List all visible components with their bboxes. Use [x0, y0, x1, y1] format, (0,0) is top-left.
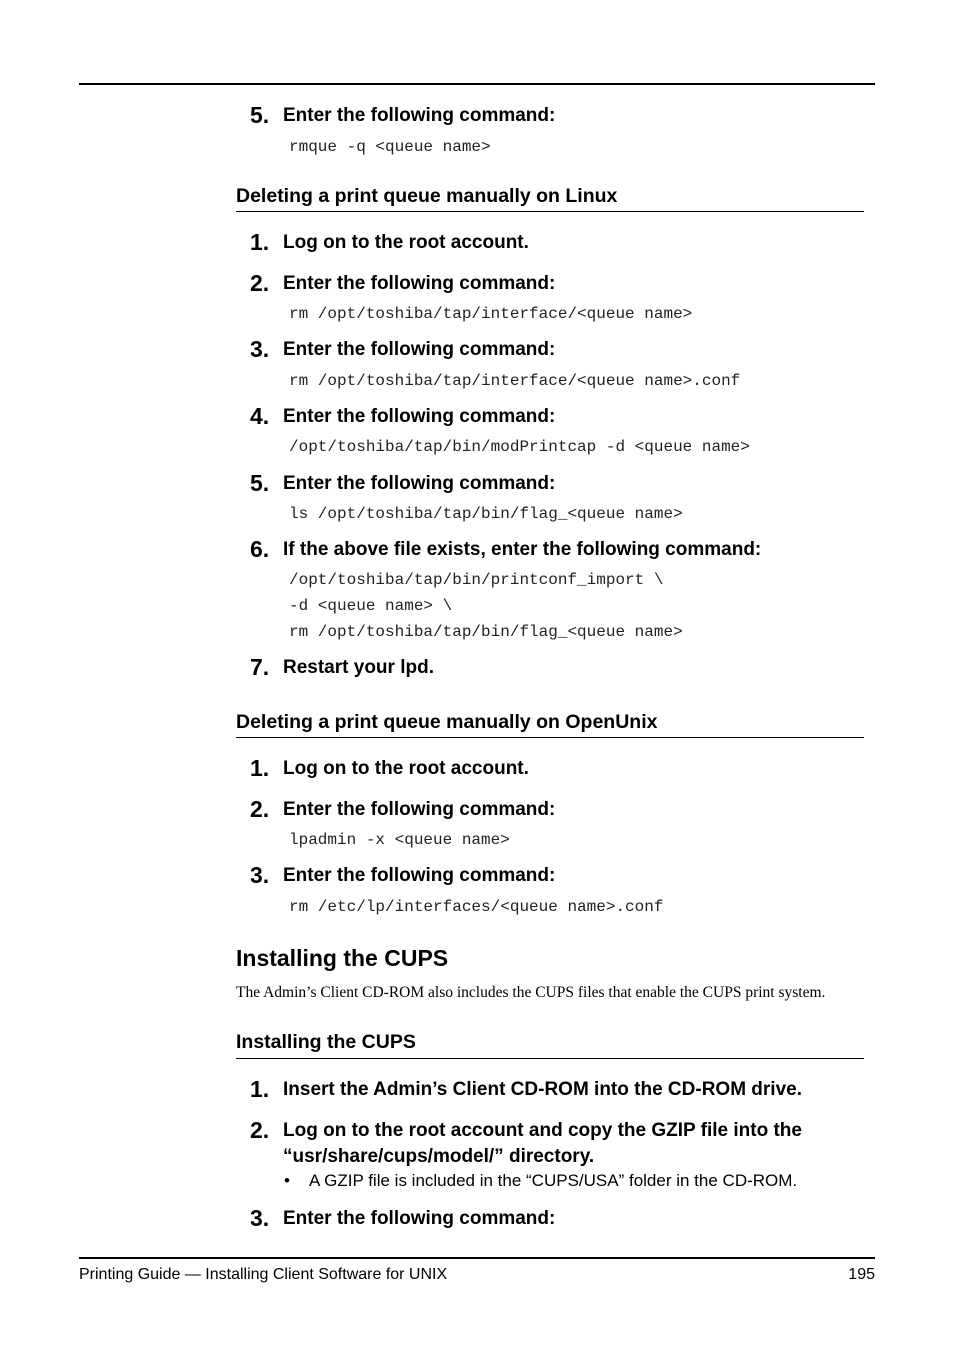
- command-code-line: -d <queue name> \: [289, 597, 453, 615]
- step-text: Enter the following command:: [283, 105, 556, 126]
- command-code: rm /opt/toshiba/tap/interface/<queue name>.conf: [289, 372, 741, 390]
- step-text: Enter the following command:: [283, 799, 556, 820]
- command-code-line: /opt/toshiba/tap/bin/printconf_import \: [289, 571, 664, 589]
- command-code: lpadmin -x <queue name>: [289, 831, 510, 849]
- footer-rule: [79, 1257, 875, 1259]
- section-heading-cups: Installing the CUPS: [236, 1031, 416, 1053]
- section-title-cups: Installing the CUPS: [236, 945, 449, 971]
- step-number: 3.: [250, 336, 270, 362]
- step-number: 5.: [250, 102, 270, 128]
- step-number: 1.: [250, 229, 270, 255]
- step-text: Log on to the root account.: [283, 232, 529, 253]
- step-number: 2.: [250, 796, 270, 822]
- step-text: Insert the Admin’s Client CD-ROM into the CD-ROM drive.: [283, 1079, 802, 1100]
- step-text: Enter the following command:: [283, 473, 556, 494]
- step-number: 1.: [250, 1076, 270, 1102]
- step-text: Enter the following command:: [283, 339, 556, 360]
- command-code: /opt/toshiba/tap/bin/modPrintcap -d <queue name>: [289, 438, 750, 456]
- command-code-line: rm /opt/toshiba/tap/bin/flag_<queue name>: [289, 623, 683, 641]
- step-text: Restart your lpd.: [283, 657, 434, 678]
- step-number: 3.: [250, 1205, 270, 1231]
- header-rule: [79, 83, 875, 85]
- step-text: “usr/share/cups/model/” directory.: [283, 1146, 595, 1167]
- bullet-text: A GZIP file is included in the “CUPS/USA” folder in the CD-ROM.: [309, 1171, 798, 1190]
- section-rule: [236, 211, 864, 212]
- command-code: rm /opt/toshiba/tap/interface/<queue name>: [289, 305, 693, 323]
- command-code: ls /opt/toshiba/tap/bin/flag_<queue name>: [289, 505, 683, 523]
- step-number: 2.: [250, 270, 270, 296]
- step-text: Enter the following command:: [283, 406, 556, 427]
- bullet-marker: •: [284, 1171, 290, 1190]
- step-text: Enter the following command:: [283, 273, 556, 294]
- step-number: 3.: [250, 862, 270, 888]
- step-number: 1.: [250, 755, 270, 781]
- command-code: rm /etc/lp/interfaces/<queue name>.conf: [289, 898, 664, 916]
- step-text: If the above file exists, enter the following command:: [283, 539, 762, 560]
- step-number: 2.: [250, 1117, 270, 1143]
- step-number: 4.: [250, 403, 270, 429]
- footer-title: Printing Guide — Installing Client Software for UNIX: [79, 1266, 448, 1283]
- step-number: 5.: [250, 470, 270, 496]
- page-number: 195: [848, 1266, 875, 1283]
- section-rule: [236, 1058, 864, 1059]
- intro-paragraph: The Admin’s Client CD-ROM also includes the CUPS files that enable the CUPS print system.: [236, 984, 826, 1001]
- step-text: Enter the following command:: [283, 865, 556, 886]
- section-heading-linux: Deleting a print queue manually on Linux: [236, 185, 618, 207]
- section-rule: [236, 737, 864, 738]
- step-text: Log on to the root account.: [283, 758, 529, 779]
- section-heading-openunix: Deleting a print queue manually on OpenUnix: [236, 711, 658, 733]
- step-text: Log on to the root account and copy the GZIP file into the: [283, 1120, 802, 1141]
- command-code: rmque -q <queue name>: [289, 138, 491, 156]
- step-text: Enter the following command:: [283, 1208, 556, 1229]
- step-number: 6.: [250, 536, 270, 562]
- step-number: 7.: [250, 654, 270, 680]
